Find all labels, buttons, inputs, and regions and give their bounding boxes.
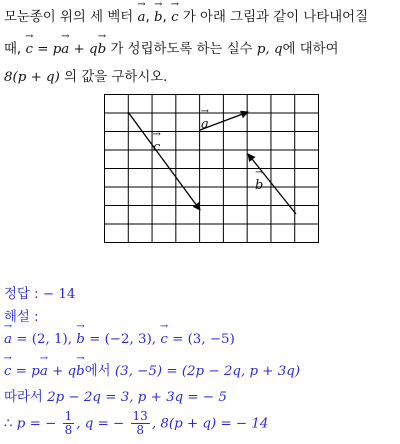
problem-line-2 [4, 38, 339, 57]
vector-a-symbol: → a [4, 332, 12, 347]
solution-line-3 [4, 386, 227, 405]
target-expression: 8(p + q) [4, 70, 60, 85]
therefore-symbol: ∴ [4, 416, 13, 432]
problem-text: 가 성립하도록 하는 실수 [110, 42, 253, 57]
answer-label: 정답 : [4, 287, 39, 302]
equation-part: (3, −5) = (2p − 2q, p + 3q) [114, 364, 301, 379]
answer-line [4, 283, 75, 302]
vector-b-symbol: → b [76, 332, 85, 347]
fraction-denominator: 8 [64, 423, 73, 437]
vector-c-symbol: → c [4, 364, 12, 379]
vector-a-symbol: → a [40, 364, 48, 379]
vector-c-symbol: → c [25, 42, 33, 57]
fraction-numerator: 1 [64, 409, 73, 423]
solution-line-4 [4, 410, 268, 437]
vector-b-symbol: → b [76, 364, 85, 379]
answer-value: − 14 [42, 287, 76, 302]
vector-b-label: → b [255, 178, 263, 193]
solution-label: 해설 : [4, 310, 39, 325]
vector-b-components: = (−2, 3), [89, 332, 157, 347]
vector-a-symbol: → a [61, 42, 69, 57]
fraction-numerator: 13 [132, 409, 148, 423]
solution-line-2 [4, 360, 300, 379]
fraction-denominator: 8 [136, 423, 144, 437]
fraction-p [63, 410, 75, 437]
equation-part: , q = − [76, 416, 125, 432]
separator: , [145, 10, 150, 25]
equation-part: + q [52, 364, 77, 379]
problem-text: 모눈종이 위의 세 벡터 [4, 10, 134, 25]
equation-part: = p [15, 364, 40, 379]
problem-text: 의 값을 구하시오. [64, 70, 168, 85]
vector-c-symbol: → c [171, 10, 179, 25]
variable-p: p, [256, 42, 270, 57]
vector-a-symbol: → a [137, 10, 145, 25]
variable-q: q [273, 42, 283, 57]
solution-line-1 [4, 332, 235, 347]
equation-part: = p [37, 42, 62, 57]
vector-b-symbol: → b [98, 42, 107, 57]
fraction-q [131, 410, 150, 437]
equation-part: , 8(p + q) = − 14 [151, 416, 269, 432]
equation-system: 2p − 2q = 3, p + 3q = − 5 [47, 390, 227, 405]
problem-text: 가 아래 그림과 같이 나타내어질 [182, 10, 369, 25]
vector-c-components: = (3, −5) [172, 332, 235, 347]
separator: , [162, 10, 167, 25]
equation-part: p = − [16, 416, 57, 432]
connector-text: 에서 [84, 364, 111, 379]
equation-part: + q [73, 42, 98, 57]
problem-text: 때, [4, 42, 22, 57]
vector-a-label: → a [201, 117, 209, 132]
vector-a-components: = (2, 1), [16, 332, 72, 347]
grid-figure [104, 94, 319, 243]
grid-lines [104, 94, 319, 243]
connector-text: 따라서 [4, 390, 43, 405]
vector-b-symbol: → b [154, 10, 163, 25]
vector-c-arrow [128, 112, 200, 210]
vector-c-symbol: → c [160, 332, 168, 347]
problem-line-1 [4, 6, 368, 25]
grid-svg [104, 94, 319, 243]
vector-c-label: → c [153, 140, 160, 155]
problem-line-3 [4, 66, 167, 85]
problem-text: 에 대하여 [282, 42, 339, 57]
